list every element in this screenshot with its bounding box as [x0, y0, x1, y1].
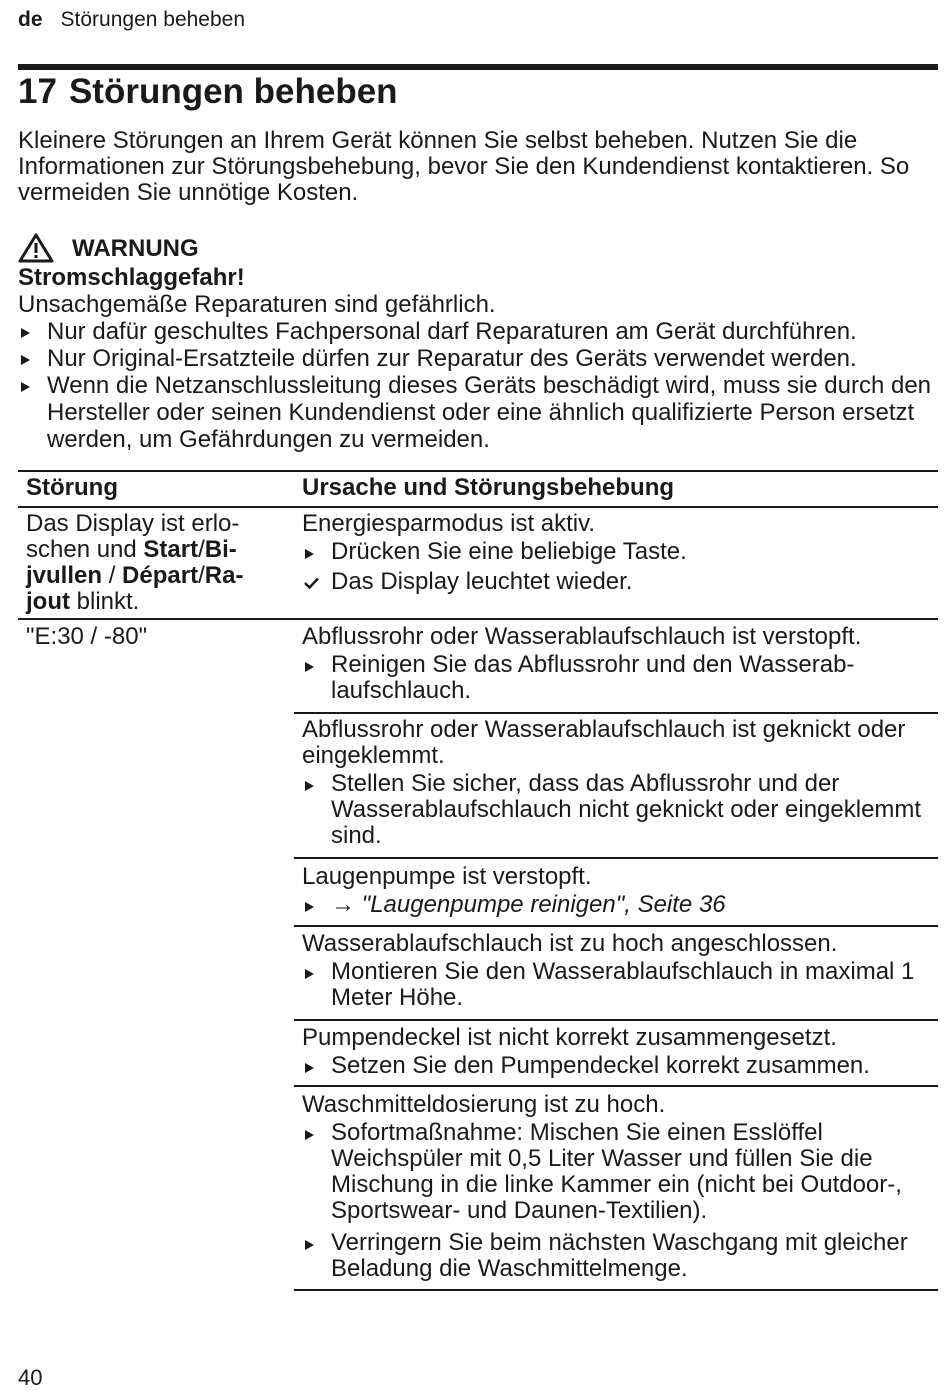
action-bullet: Stellen Sie sicher, dass das Abflussrohr und der Wasserablaufschlauch nicht geknickt oder eingeklemmt sind. — [302, 771, 932, 849]
cause-cell-energy-saving — [302, 511, 932, 595]
action-bullet: Sofortmaßnahme: Mischen Sie einen Esslöffel Weichspüler mit 0,5 Liter Wasser und füllen Sie die Mischung in die linke Kammer ein (nicht bei Outdoor-, Sportswear- und Daunen-Textilien). — [302, 1120, 932, 1224]
cause-text: Waschmitteldosierung ist zu hoch. — [302, 1091, 666, 1118]
cause-divider — [294, 925, 938, 927]
separator: / — [198, 562, 205, 589]
cause-text: Wasserablaufschlauch ist zu hoch angeschlossen. — [302, 930, 838, 957]
cause-divider — [294, 1019, 938, 1021]
button-label-bijvullen: Bijvullen — [26, 536, 237, 589]
warning-triangle-icon — [18, 233, 54, 263]
running-header-section: Störungen beheben — [60, 8, 246, 31]
cause-text: Abflussrohr oder Wasserablaufschlauch ist geknickt oder eingeklemmt. — [302, 716, 906, 769]
checkmark-icon — [304, 577, 319, 589]
warning-bullet: Wenn die Netzanschlussleitung dieses Geräts beschädigt wird, muss sie durch den Hersteller oder seinen Kundendienst oder eine ähnlich qualifizierte Person ersetzt werden, um Gefährdungen zu vermeiden. — [18, 372, 938, 453]
intro-paragraph: Kleinere Störungen an Ihrem Gerät können Sie selbst beheben. Nutzen Sie die Informationen zur Störungsbehebung, bevor Sie den Kundendienst kontaktieren. So vermeiden Sie unnötige Kosten. — [18, 127, 910, 206]
warning-heading — [18, 232, 938, 264]
chapter-title: Störungen beheben — [68, 72, 398, 111]
separator: / — [198, 536, 205, 563]
button-label-start: Start — [143, 536, 199, 563]
table-header-fault: Störung — [26, 474, 118, 501]
action-bullet: Verringern Sie beim nächsten Waschgang mit gleicher Beladung die Waschmittelmenge. — [302, 1230, 932, 1282]
table-bottom-rule — [294, 1289, 938, 1291]
table-top-rule — [18, 470, 938, 472]
cause-cell — [302, 1025, 932, 1079]
result-item — [302, 569, 932, 595]
result-text: Das Display leuchtet wieder. — [331, 568, 633, 595]
fault-text: Das Display ist erloschen und — [26, 510, 240, 563]
cause-divider — [294, 712, 938, 714]
action-bullet: Reinigen Sie das Abflussrohr und den Wasserablaufschlauch. — [302, 652, 932, 704]
fault-cell-error-code: "E:30 / -80" — [26, 623, 148, 650]
row-divider — [18, 618, 938, 620]
cause-divider — [294, 1085, 938, 1087]
cause-text: Abflussrohr oder Wasserablaufschlauch ist verstopft. — [302, 623, 862, 650]
chapter-number: 17 — [18, 72, 57, 111]
cross-reference-link[interactable]: → "Laugenpumpe reinigen", Seite 36 — [302, 892, 932, 918]
warning-subtitle: Stromschlaggefahr! — [18, 264, 245, 291]
cause-cell — [302, 1092, 932, 1282]
warning-bullet: Nur dafür geschultes Fachpersonal darf Reparaturen am Gerät durchführen. — [18, 318, 938, 345]
page-number: 40 — [18, 1365, 43, 1390]
button-label-depart: Départ — [122, 562, 199, 589]
separator: / — [102, 562, 123, 589]
warning-box — [18, 232, 938, 453]
cause-text: Laugenpumpe ist verstopft. — [302, 863, 592, 890]
cause-cell — [302, 717, 932, 849]
action-bullet: Drücken Sie eine beliebige Taste. — [302, 539, 932, 565]
action-bullet: Setzen Sie den Pumpendeckel korrekt zusammen. — [302, 1053, 932, 1079]
cause-text: Energiesparmodus ist aktiv. — [302, 510, 596, 537]
running-header — [18, 8, 245, 32]
warning-label: WARNUNG — [72, 234, 199, 262]
table-header-cause: Ursache und Störungsbehebung — [302, 474, 675, 501]
language-code: de — [18, 8, 43, 31]
cause-cell — [302, 624, 932, 704]
fault-cell-display — [26, 511, 271, 615]
button-label-rajout: Rajout — [26, 562, 244, 615]
cause-cell — [302, 931, 932, 1011]
cause-text: Pumpendeckel ist nicht korrekt zusammengesetzt. — [302, 1024, 837, 1051]
fault-text: blinkt. — [69, 588, 140, 615]
warning-text: Unsachgemäße Reparaturen sind gefährlich. — [18, 291, 496, 318]
header-rule — [18, 64, 938, 70]
table-header-rule — [18, 506, 938, 508]
page-title — [18, 72, 398, 112]
cause-divider — [294, 857, 938, 859]
warning-bullet: Nur Original-Ersatzteile dürfen zur Reparatur des Geräts verwendet werden. — [18, 345, 938, 372]
cause-cell — [302, 864, 932, 918]
action-bullet: Montieren Sie den Wasserablaufschlauch in maximal 1 Meter Höhe. — [302, 959, 932, 1011]
